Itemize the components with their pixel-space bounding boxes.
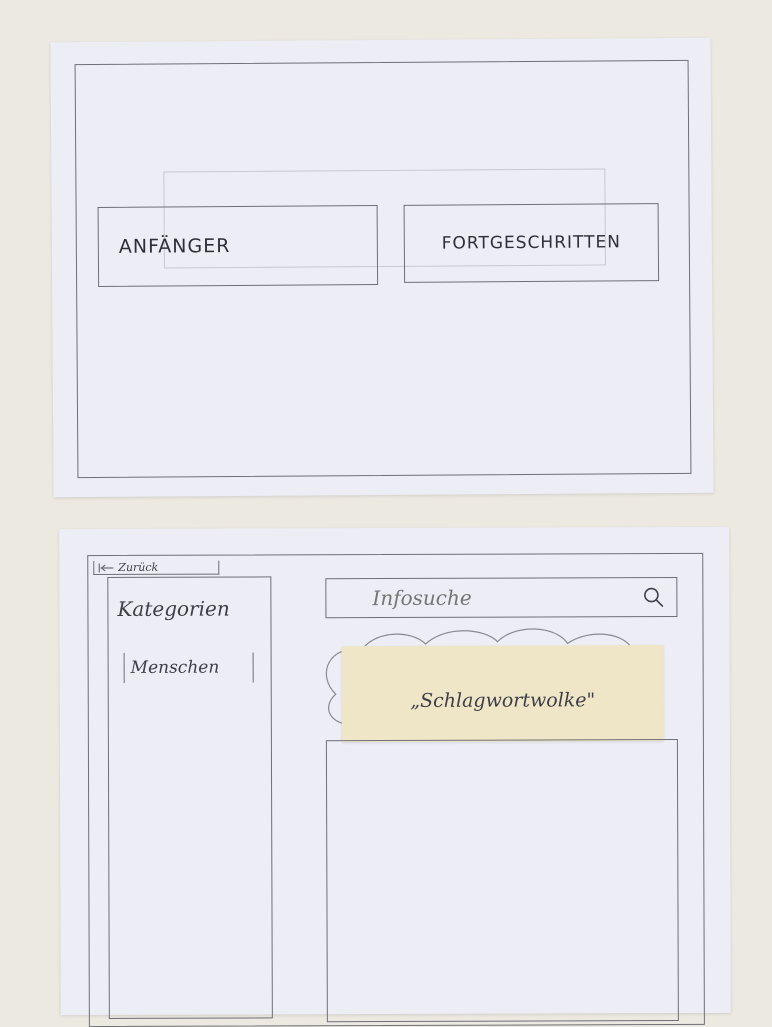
categories-title: Kategorien [117,597,229,621]
category-item-menschen[interactable]: Menschen [124,652,254,682]
advanced-button[interactable]: FORTGESCHRITTEN [404,203,660,283]
start-screen-sketch [50,38,713,498]
category-sidebar [107,576,273,1019]
tag-cloud-sticky-note[interactable] [342,645,664,742]
back-label: Zurück [118,561,158,574]
tag-cloud-label: „Schlagwortwolke" [410,689,595,712]
back-button[interactable] [93,561,219,575]
back-arrow-icon [98,562,114,572]
content-panel [326,739,679,1022]
info-screen-sketch [59,527,731,1015]
search-input[interactable] [372,585,642,610]
beginner-button[interactable]: ANFÄNGER [98,205,379,287]
search-bar [325,577,677,618]
search-icon[interactable] [642,586,664,608]
